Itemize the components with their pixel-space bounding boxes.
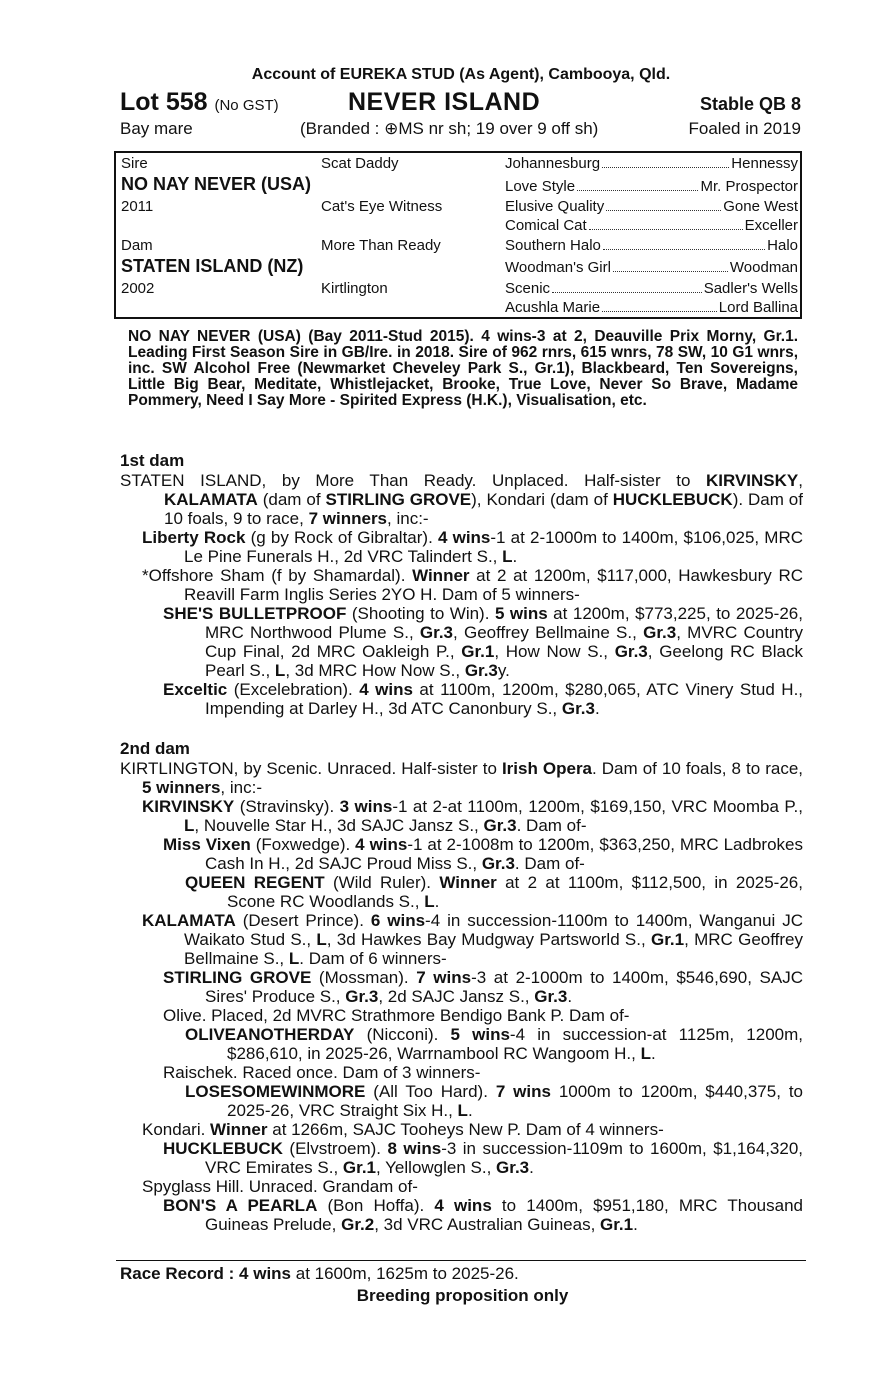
divider (116, 1260, 806, 1261)
gst-note: (No GST) (214, 97, 279, 114)
grand-row: Comical Cat Exceller (505, 217, 798, 234)
progeny-entry: *Offshore Sham (f by Shamardal). Winner at 2 at 1200m, $117,000, Hawkesbury RC Reavill Farm Inglis Series 2YO H. Dam of 5 winners- (142, 566, 803, 604)
dam-dam: Kirtlington (321, 280, 388, 297)
race-record-label: Race Record : 4 wins (120, 1264, 292, 1283)
sire-description: NO NAY NEVER (USA) (Bay 2011-Stud 2015). 4 wins-3 at 2, Deauville Prix Morny, Gr.1. Leading First Season Sire in GB/Ire. in 2018. Sire of 962 rnrs, 615 wnrs, 78 SW, 10 G1 wnrs, inc. SW Alcohol Free (Newmarket Cheveley Park S., Gr.1), Blackbeard, Ten Sovereigns, Little Big Bear, Meditate, Whistlejacket, Brooke, True Love, Never So Brave, Madame Pommery, Need I Say More - Spirited Express (H.K.), Visualisation, etc. (128, 328, 798, 409)
dam-sire: More Than Ready (321, 237, 441, 254)
grand-row: Elusive Quality Gone West (505, 198, 798, 215)
stable-code: Stable QB 8 (699, 94, 801, 114)
progeny-entry: Raischek. Raced once. Dam of 3 winners- (163, 1063, 481, 1082)
dam-entry: STATEN ISLAND, by More Than Ready. Unplaced. Half-sister to KIRVINSKY, KALAMATA (dam of STIRLING GROVE), Kondari (dam of HUCKLEBUCK). Dam of 10 foals, 9 to race, 7 winners, inc:- (120, 471, 803, 528)
sire-label: Sire (121, 155, 148, 172)
sire-dam: Cat's Eye Witness (321, 198, 443, 215)
second-dam-heading: 2nd dam (120, 739, 190, 758)
dam-entry: KIRTLINGTON, by Scenic. Unraced. Half-sister to Irish Opera. Dam of 10 foals, 8 to race, 5 winners, inc:- (120, 759, 804, 797)
first-dam-heading: 1st dam (120, 451, 185, 470)
progeny-entry: Olive. Placed, 2d MVRC Strathmore Bendigo Bank P. Dam of- (163, 1006, 630, 1025)
brand-info: (Branded : ⊕MS nr sh; 19 over 9 off sh) (300, 119, 599, 138)
progeny-entry: STIRLING GROVE (Mossman). 7 wins-3 at 2-1000m to 1400m, $546,690, SAJC Sires' Produce S., Gr.3, 2d SAJC Jansz S., Gr.3. (163, 968, 803, 1006)
horse-name: NEVER ISLAND (348, 88, 541, 116)
progeny-entry: LOSESOMEWINMORE (All Too Hard). 7 wins 1000m to 1200m, $440,375, to 2025-26, VRC Straight Six H., L. (185, 1082, 803, 1120)
pedigree-table (114, 151, 802, 319)
sire-name: NO NAY NEVER (USA) (121, 174, 312, 194)
progeny-entry: Liberty Rock (g by Rock of Gibraltar). 4 wins-1 at 2-1000m to 1400m, $106,025, MRC Le Pine Funerals H., 2d VRC Talindert S., L. (142, 528, 804, 566)
race-record-detail: at 1600m, 1625m to 2025-26. (291, 1264, 519, 1283)
dam-year: 2002 (121, 280, 155, 297)
sire-year: 2011 (121, 198, 154, 215)
second-dam-section (120, 759, 803, 1234)
foaled-year: Foaled in 2019 (688, 119, 801, 138)
progeny-entry: Exceltic (Excelebration). 4 wins at 1100m, 1200m, $280,065, ATC Vinery Stud H., Impending at Darley H., 3d ATC Canonbury S., Gr.3. (163, 680, 804, 718)
grand-row: Woodman's Girl Woodman (505, 259, 798, 276)
progeny-entry: KIRVINSKY (Stravinsky). 3 wins-1 at 2-at 1100m, 1200m, $169,150, VRC Moomba P., L, Nouvelle Star H., 3d SAJC Jansz S., Gr.3. Dam of- (142, 797, 803, 835)
grand-row: Love Style Mr. Prospector (505, 178, 798, 195)
progeny-entry: BON'S A PEARLA (Bon Hoffa). 4 wins to 1400m, $951,180, MRC Thousand Guineas Prelude, Gr.2, 3d VRC Australian Guineas, Gr.1. (163, 1196, 803, 1234)
dam-label: Dam (121, 237, 153, 254)
race-record (120, 1264, 519, 1284)
progeny-entry: Kondari. Winner at 1266m, SAJC Tooheys New P. Dam of 4 winners- (142, 1120, 664, 1139)
progeny-entry: Miss Vixen (Foxwedge). 4 wins-1 at 2-1008m to 1200m, $363,250, MRC Ladbrokes Cash In H., 2d SAJC Proud Miss S., Gr.3. Dam of- (163, 835, 803, 873)
grand-row: Scenic Sadler's Wells (505, 280, 798, 297)
breeding-note: Breeding proposition only (356, 1286, 569, 1305)
progeny-entry: KALAMATA (Desert Prince). 6 wins-4 in succession-1100m to 1400m, Wanganui JC Waikato Stud S., L, 3d Hawkes Bay Mudgway Partsworld S., Gr.1, MRC Geoffrey Bellmaine S., L. Dam of 6 winners- (142, 911, 803, 968)
lot-number (120, 88, 279, 117)
progeny-entry: SHE'S BULLETPROOF (Shooting to Win). 5 wins at 1200m, $773,225, to 2025-26, MRC Northwood Plume S., Gr.3, Geoffrey Bellmaine S., Gr.3, MVRC Country Cup Final, 2d MRC Oakleigh P., Gr.1, How Now S., Gr.3, Geelong RC Black Pearl S., L, 3d MRC How Now S., Gr.3y. (163, 604, 804, 680)
progeny-entry: Spyglass Hill. Unraced. Grandam of- (142, 1177, 418, 1196)
grand-row: Southern Halo Halo (505, 237, 798, 254)
dam-name: STATEN ISLAND (NZ) (121, 256, 304, 276)
lot-label: Lot 558 (120, 88, 208, 116)
sire-sire: Scat Daddy (321, 155, 399, 172)
first-dam-section (120, 471, 803, 718)
grand-row: Acushla Marie Lord Ballina (505, 299, 798, 316)
account-line: Account of EUREKA STUD (As Agent), Cambooya, Qld. (251, 66, 671, 83)
grand-row: Johannesburg Hennessy (505, 155, 798, 172)
progeny-entry: OLIVEANOTHERDAY (Nicconi). 5 wins-4 in succession-at 1125m, 1200m, $286,610, in 2025-26, Warrnambool RC Wangoom H., L. (185, 1025, 803, 1063)
progeny-entry: QUEEN REGENT (Wild Ruler). Winner at 2 at 1100m, $112,500, in 2025-26, Scone RC Woodlands S., L. (185, 873, 803, 911)
progeny-entry: HUCKLEBUCK (Elvstroem). 8 wins-3 in succession-1109m to 1600m, $1,164,320, VRC Emirates S., Gr.1, Yellowglen S., Gr.3. (163, 1139, 804, 1177)
horse-description: Bay mare (120, 119, 193, 138)
